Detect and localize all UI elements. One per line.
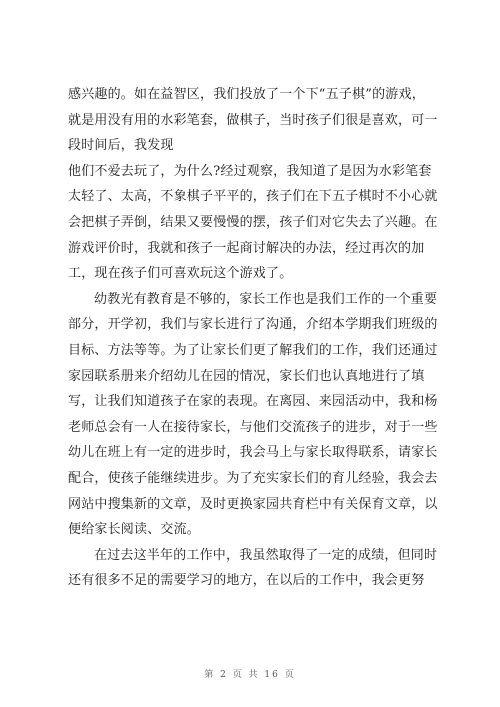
text-line: 工，现在孩子们可喜欢玩这个游戏了。: [68, 266, 293, 282]
text-line: 幼儿在班上有一定的进步时，我会马上与家长取得联系，请家长: [68, 445, 438, 461]
text-line: 他们不爱去玩了，为什么?经过观察，我知道了是因为水彩笔套: [68, 163, 432, 179]
text-line: 就是用没有用的水彩笔套，做棋子，当时孩子们很是喜欢，可一: [68, 112, 438, 128]
text-line: 网站中搜集新的文章，及时更换家园共育栏中有关保育文章，以: [68, 496, 438, 512]
text-line: 老师总会有一人在接待家长，与他们交流孩子的进步，对于一些: [68, 419, 438, 435]
text-line: 便给家长阅读、交流。: [68, 522, 201, 538]
text-line: 配合，使孩子能继续进步。为了充实家长们的育儿经验，我会去: [68, 470, 438, 486]
paragraph-3: [68, 287, 442, 543]
paragraph-4: [68, 543, 442, 594]
text-line: 段时间后，我发现: [68, 138, 174, 154]
page-number-footer: 第 2 页 共 16 页: [204, 670, 296, 680]
document-body: [68, 82, 442, 594]
text-line: 幼教光有教育是不够的，家长工作也是我们工作的一个重要: [94, 291, 438, 307]
text-line: 还有很多不足的需要学习的地方，在以后的工作中，我会更努: [68, 573, 425, 589]
paragraph-1: [68, 82, 442, 159]
paragraph-2: [68, 159, 442, 287]
text-line: 感兴趣的。如在益智区，我们投放了一个下“五子棋”的游戏，: [68, 87, 425, 102]
text-line: 太轻了、太高，不象棋子平平的，孩子们在下五子棋时不小心就: [68, 189, 438, 205]
text-line: 写，让我们知道孩子在家的表现。在离园、来园活动中，我和杨: [68, 394, 438, 410]
text-line: 会把棋子弄倒，结果又要慢慢的摆，孩子们对它失去了兴趣。在: [68, 214, 438, 230]
text-line: 部分，开学初，我们与家长进行了沟通，介绍本学期我们班级的: [68, 317, 438, 333]
text-line: 目标、方法等等。为了让家长们更了解我们的工作，我们还通过: [68, 342, 438, 358]
text-line: 在过去这半年的工作中，我虽然取得了一定的成绩，但同时: [94, 547, 438, 563]
text-line: 家园联系册来介绍幼儿在园的情况，家长们也认真地进行了填: [68, 368, 425, 384]
text-line: 游戏评价时，我就和孩子一起商讨解决的办法，经过再次的加: [68, 240, 425, 256]
